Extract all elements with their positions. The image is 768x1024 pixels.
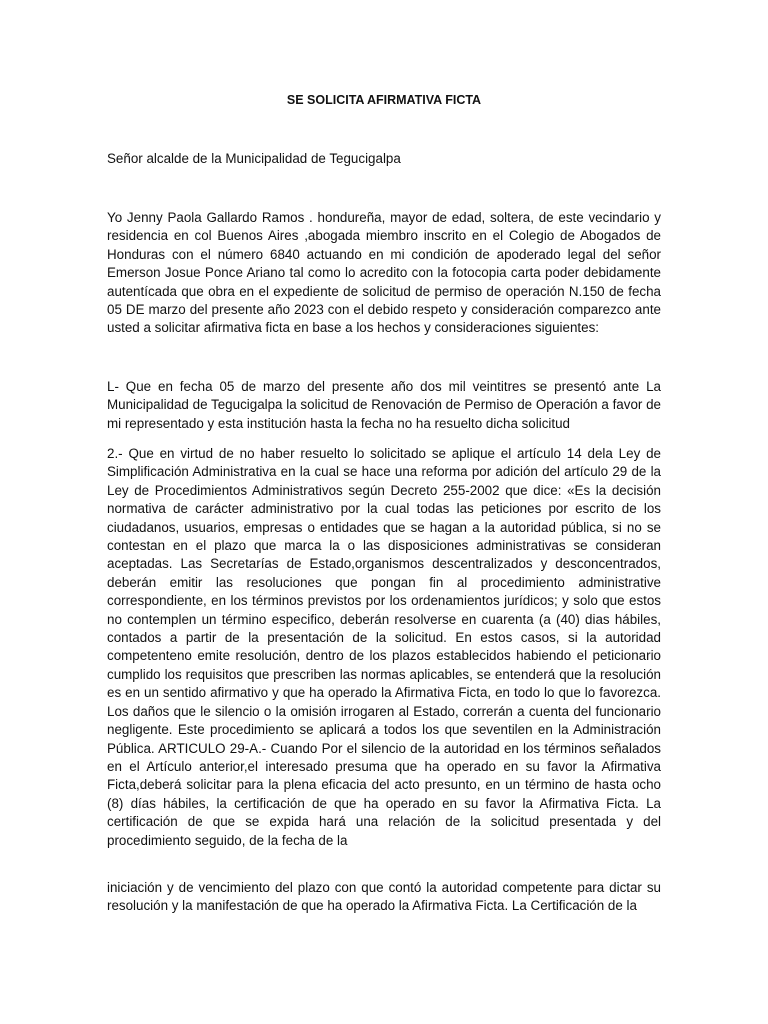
paragraph-fact-2: 2.- Que en virtud de no haber resuelto lo solicitado se aplique el artículo 14 dela Ley de Simplificación Administrativa en la cual se hace una reforma por adición del artículo 29 de la Ley de Procedimientos Administrativos según Decreto 255-2002 que dice: «Es la decisión normativa de carácter administrativo por la cual todas las peticiones por escrito de los ciudadanos, usuarios, empresas o entidades que se hagan a la autoridad pública, si no se contestan en el plazo que marca la o las disposiciones administrativas se consideran aceptadas. Las Secretarías de Estado,organismos descentralizados y desconcentrados, deberán emitir las resoluciones que pongan fin al procedimiento administrative correspondiente, en los términos previstos por los ordenamientos jurídicos; y solo que estos no contemplen un término especifico, deberán resolverse en cuarenta (a (40) dias hábiles, contados a partir de la presentación de la solicitud. En estos casos, si la autoridad competenteno emite resolución, dentro de los plazos establecidos habiendo el peticionario cumplido los requisitos que prescriben las normas aplicables, se entenderá que la resolución es en un sentido afirmativo y que ha operado la Afirmativa Ficta, en todo lo que lo favorezca. Los daños que le silencio o la omisión irrogaren al Estado, correrán a cuenta del funcionario negligente. Este procedimiento se aplicará a todos los que seventilen en la Administración Pública. ARTICULO 29-A.- Cuando Por el silencio de la autoridad en los términos señalados en el Artículo anterior,el interesado presuma que ha operado en su favor la Afirmativa Ficta,deberá solicitar para la plena eficacia del acto presunto, en un término de hasta ocho (8) días hábiles, la certificación de que ha operado en su favor la Afirmativa Ficta. La certificación de que se expida hará una relación de la solicitud presentada y del procedimiento seguido, de la fecha de la [107, 446, 661, 848]
document-title: SE SOLICITA AFIRMATIVA FICTA [286, 93, 482, 107]
addressee-line: Señor alcalde de la Municipalidad de Tegucigalpa [107, 151, 401, 166]
paragraph-introduction: Yo Jenny Paola Gallardo Ramos . hondureña, mayor de edad, soltera, de este vecindario y residencia en col Buenos Aires ,abogada miembro inscrito en el Colegio de Abogados de Honduras con el número 6840 actuando en mi condición de apoderado legal del señor Emerson Josue Ponce Ariano tal como lo acredito con la fotocopia carta poder debidamente autentícada que obra en el expediente de solicitud de permiso de operación N.150 de fecha 05 DE marzo del presente año 2023 con el debido respeto y consideración comparezco ante usted a solicitar afirmativa ficta en base a los hechos y consideraciones siguientes: [107, 210, 661, 336]
paragraph-continuation: iniciación y de vencimiento del plazo con que contó la autoridad competente para dictar su resolución y la manifestación de que ha operado la Afirmativa Ficta. La Certificación de la [107, 880, 661, 914]
paragraph-fact-1: L- Que en fecha 05 de marzo del presente año dos mil veintitres se presentó ante La Municipalidad de Tegucigalpa la solicitud de Renovación de Permiso de Operación a favor de mi representado y esta institución hasta la fecha no ha resuelto dicha solicitud [107, 379, 661, 431]
